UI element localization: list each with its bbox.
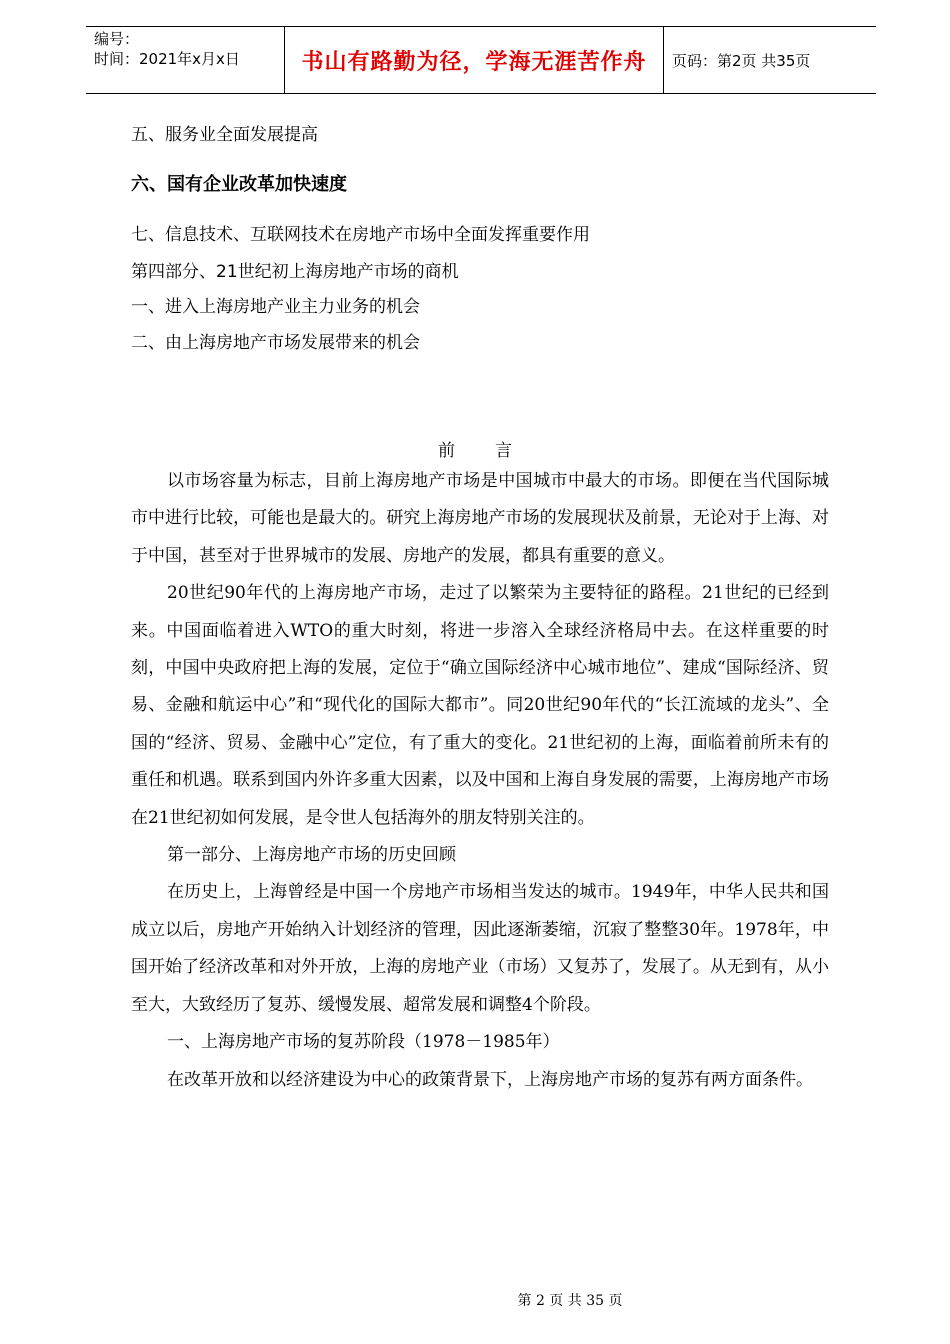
document-number-label: 编号： — [94, 30, 140, 48]
footer-page-number: 第 2 页 共 35 页 — [517, 1293, 623, 1309]
section-heading: 一、上海房地产市场的复苏阶段（1978－1985年） — [167, 1032, 560, 1053]
toc-item-4-1: 一、进入上海房地产业主力业务的机会 — [131, 297, 420, 317]
body-text — [131, 463, 829, 1099]
paragraph: 20世纪90年代的上海房地产市场，走过了以繁荣为主要特征的路程。21世纪的已经到来。中国面临着进入WTO的重大时刻，将进一步溶入全球经济格局中去。在这样重要的时刻，中国中央政府把上海的发展，定位于“确立国际经济中心城市地位”、建成“国际经济、贸易、金融和航运中心”和“现代化的国际大都市”。同20世纪90年代的“长江流域的龙头”、全国的“经济、贸易、金融中心”定位，有了重大的变化。21世纪初的上海，面临着前所未有的重任和机遇。联系到国内外许多重大因素，以及中国和上海自身发展的需要，上海房地产市场在21世纪初如何发展，是令世人包括海外的朋友特别关注的。 — [131, 583, 829, 828]
document-time-label: 时间：2021年x月x日 — [94, 50, 240, 68]
preface-title: 前言 — [438, 441, 552, 461]
page-footer — [0, 1290, 950, 1310]
header-motto: 书山有路勤为径，学海无涯苦作舟 — [284, 27, 664, 93]
section-heading: 第一部分、上海房地产市场的历史回顾 — [167, 845, 456, 866]
paragraph: 在改革开放和以经济建设为中心的政策背景下，上海房地产市场的复苏有两方面条件。 — [167, 1069, 813, 1090]
paragraph: 在历史上，上海曾经是中国一个房地产市场相当发达的城市。1949年，中华人民共和国成立以后，房地产开始纳入计划经济的管理，因此逐渐萎缩，沉寂了整整30年。1978年，中国开始了经济改革和对外开放，上海的房地产业（市场）又复苏了，发展了。从无到有，从小至大，大致经历了复苏、缓慢发展、超常发展和调整4个阶段。 — [131, 882, 829, 1015]
toc-item-6: 六、国有企业改革加快速度 — [131, 174, 347, 195]
toc-part-4: 第四部分、21世纪初上海房地产市场的商机 — [131, 262, 459, 282]
toc-item-4-2: 二、由上海房地产市场发展带来的机会 — [131, 333, 420, 353]
header-page-label: 页码：第2页 共35页 — [672, 51, 811, 70]
toc-item-7: 七、信息技术、互联网技术在房地产市场中全面发挥重要作用 — [131, 225, 590, 245]
page-header — [86, 26, 876, 94]
toc-item-5: 五、服务业全面发展提高 — [131, 125, 318, 145]
header-meta — [86, 27, 284, 93]
paragraph: 以市场容量为标志，目前上海房地产市场是中国城市中最大的市场。即便在当代国际城市中进行比较，可能也是最大的。研究上海房地产市场的发展现状及前景，无论对于上海、对于中国，甚至对于世界城市的发展、房地产的发展，都具有重要的意义。 — [131, 471, 829, 566]
